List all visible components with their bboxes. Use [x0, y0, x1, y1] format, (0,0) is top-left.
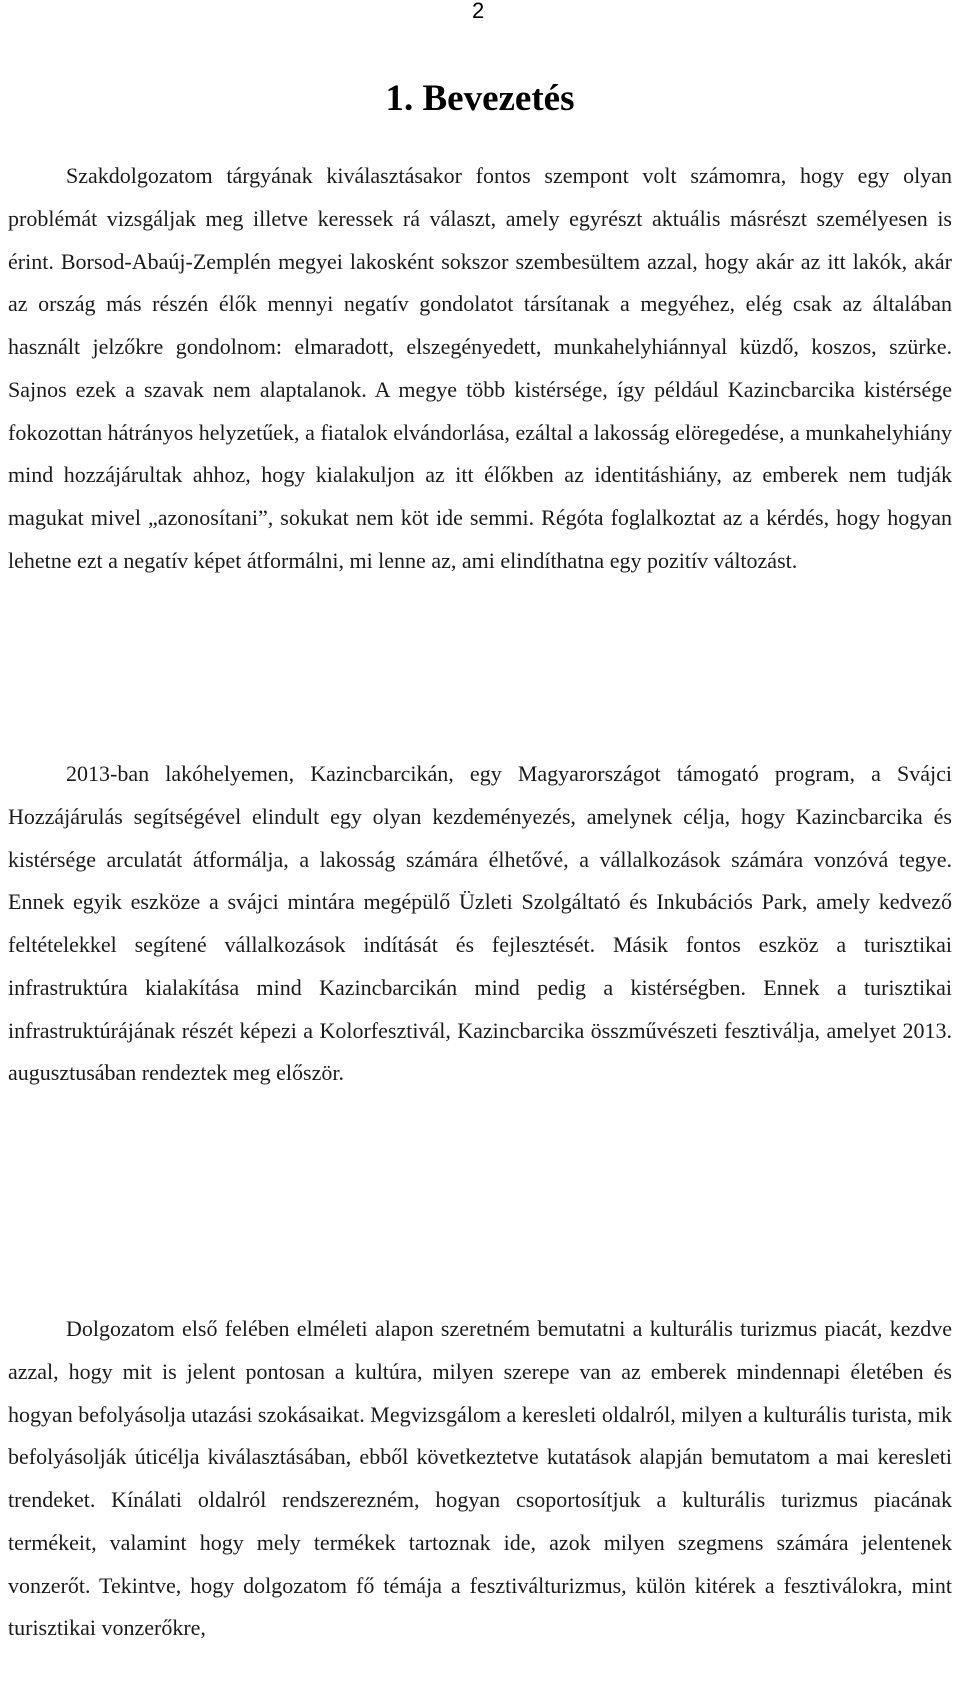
paragraph-program: 2013-ban lakóhelyemen, Kazincbarcikán, egy Magyarországot támogató program, a Svájci Hozzájárulás segítségével elindult egy olyan kezdeményezés, amelynek célja, hogy Kazincbarcika és kistérsége arculatát átformálja, a lakosság számára élhetővé, a vállalkozások számára vonzóvá tegye. Ennek egyik eszköze a svájci mintára megépülő Üzleti Szolgáltató és Inkubációs Park, amely kedvező feltételekkel segítené vállalkozások indítását és fejlesztését. Másik fontos eszköz a turisztikai infrastruktúra kialakítása mind Kazincbarcikán mind pedig a kistérségben. Ennek a turisztikai infrastruktúrájának részét képezi a Kolorfesztivál, Kazincbarcika összművészeti fesztiválja, amelyet 2013. augusztusában rendeztek meg először.	[8, 761, 952, 1086]
paragraph-intro: Szakdolgozatom tárgyának kiválasztásakor fontos szempont volt számomra, hogy egy olyan problémát vizsgáljak meg illetve keressek rá választ, amely egyrészt aktuális másrészt személyesen is érint. Borsod-Abaúj-Zemplén megyei lakosként sokszor szembesültem azzal, hogy akár az itt lakók, akár az ország más részén élők mennyi negatív gondolatot társítanak a megyéhez, elég csak az általában használt jelzőkre gondolnom: elmaradott, elszegényedett, munkahelyhiánnyal küzdő, koszos, szürke. Sajnos ezek a szavak nem alaptalanok. A megye több kistérsége, így például Kazincbarcika kistérsége fokozottan hátrányos helyzetűek, a fiatalok elvándorlása, ezáltal a lakosság elöregedése, a munkahelyhiány mind hozzájárultak ahhoz, hogy kialakuljon az itt élőkben az identitáshiány, az emberek nem tudják magukat mivel „azonosítani”, sokukat nem köt ide semmi. Régóta foglalkoztat az a kérdés, hogy hogyan lehetne ezt a negatív képet átformálni, mi lenne az, ami elindíthatna egy pozitív változást.	[8, 163, 952, 573]
page-number: 2	[472, 0, 485, 23]
paragraph-structure: Dolgozatom első felében elméleti alapon szeretném bemutatni a kulturális turizmus piacát, kezdve azzal, hogy mit is jelent pontosan a kultúra, milyen szerepe van az emberek mindennapi életében és hogyan befolyásolja utazási szokásaikat. Megvizsgálom a keresleti oldalról, milyen a kulturális turista, mik befolyásolják úticélja kiválasztásában, ebből következtetve kutatások alapján bemutatom a mai keresleti trendeket. Kínálati oldalról rendszerezném, hogyan csoportosítjuk a kulturális turizmus piacának termékeit, valamint hogy mely termékek tartoznak ide, azok milyen szegmens számára jelentenek vonzerőt. Tekintve, hogy dolgozatom fő témája a fesztiválturizmus, külön kitérek a fesztiválokra, mint turisztikai vonzerőkre,	[8, 1316, 952, 1641]
chapter-title: 1. Bevezetés	[385, 78, 575, 119]
